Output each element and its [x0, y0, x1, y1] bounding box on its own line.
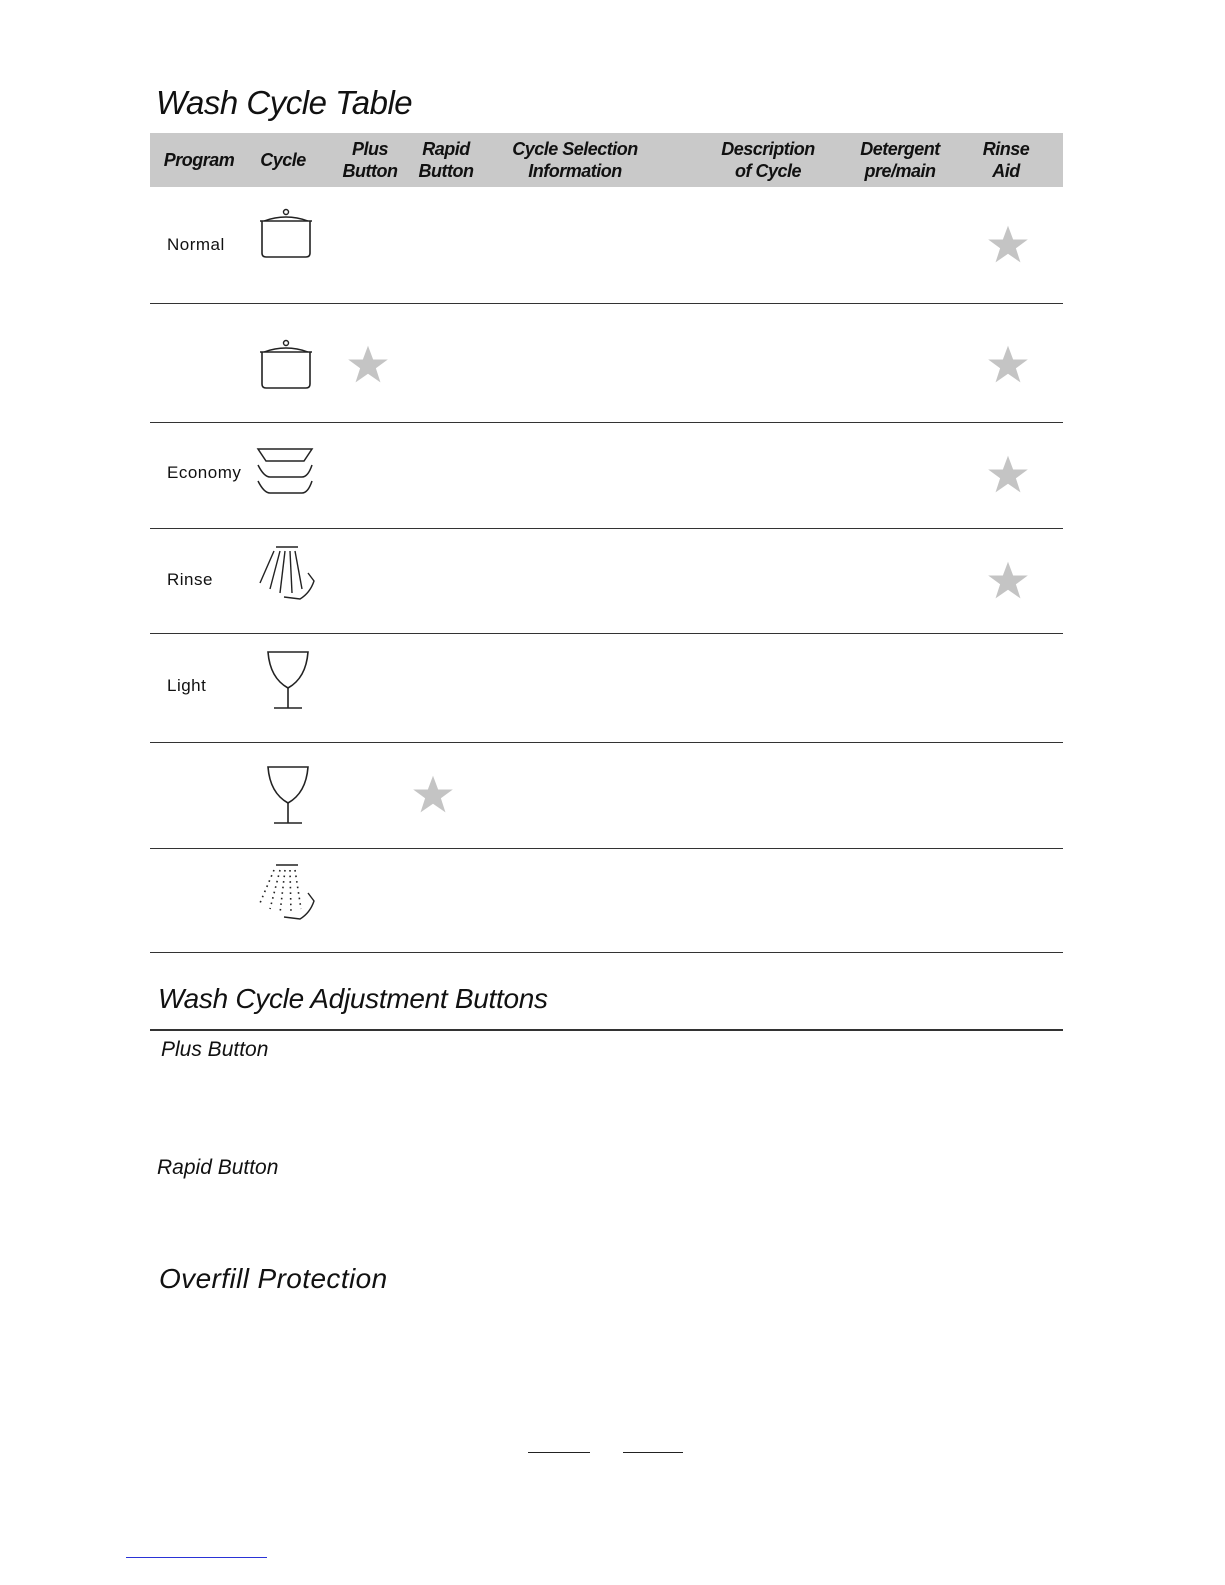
- program-label: Economy: [167, 463, 242, 482]
- program-label: Rinse: [167, 570, 213, 589]
- section-divider: [150, 1029, 1063, 1031]
- dotted-spray-icon: [254, 861, 318, 923]
- header-description: Description of Cycle: [721, 139, 815, 181]
- rinse-aid-star-icon: [986, 223, 1030, 267]
- table-row: [150, 529, 1063, 634]
- footer-line-left: [528, 1452, 590, 1453]
- plus-button-star-icon: [346, 343, 390, 387]
- table-row: [150, 187, 1063, 304]
- header-cycle-selection: Cycle Selection Information: [512, 139, 638, 181]
- wine-glass-icon: [254, 648, 314, 712]
- pot-icon: [254, 338, 314, 394]
- rapid-button-heading: Rapid Button: [157, 1156, 279, 1179]
- plus-button-heading: Plus Button: [161, 1038, 269, 1061]
- table-row: [150, 634, 1063, 743]
- program-label: Light: [167, 676, 207, 695]
- header-program: Program: [163, 150, 235, 170]
- overfill-section-title: Overfill Protection: [159, 1263, 388, 1294]
- header-rinse-aid: Rinse Aid: [982, 139, 1030, 181]
- rapid-button-star-icon: [411, 773, 455, 817]
- water-spray-icon: [254, 543, 318, 605]
- table-row: [150, 849, 1063, 953]
- rinse-aid-star-icon: [986, 453, 1030, 497]
- adjustment-section-title: Wash Cycle Adjustment Buttons: [158, 983, 548, 1014]
- table-row: [150, 304, 1063, 423]
- stacked-dishes-icon: [254, 445, 314, 497]
- rinse-aid-star-icon: [986, 559, 1030, 603]
- header-rapid-button: Rapid Button: [418, 139, 474, 181]
- table-row: [150, 423, 1063, 529]
- pot-icon: [254, 207, 314, 263]
- header-plus-button: Plus Button: [342, 139, 398, 181]
- header-detergent: Detergent pre/main: [860, 139, 940, 181]
- wine-glass-icon: [254, 763, 314, 827]
- rinse-aid-star-icon: [986, 343, 1030, 387]
- program-label: Normal: [167, 235, 225, 254]
- table-row: [150, 743, 1063, 849]
- link-underline[interactable]: [126, 1557, 267, 1558]
- table-header: [150, 133, 1063, 187]
- footer-line-right: [623, 1452, 683, 1453]
- header-cycle: Cycle: [260, 150, 306, 170]
- page-title: Wash Cycle Table: [156, 84, 413, 121]
